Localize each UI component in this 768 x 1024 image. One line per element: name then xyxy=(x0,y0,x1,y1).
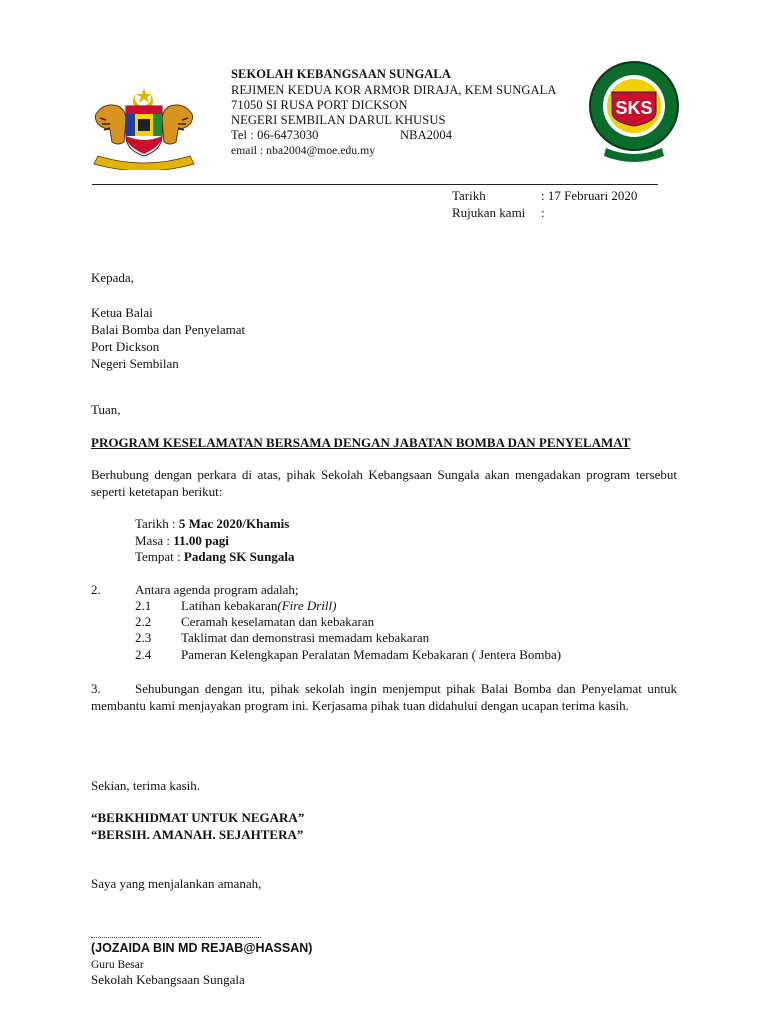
reference-label: Rujukan kami xyxy=(452,205,526,220)
agenda-item-italic: (Fire Drill) xyxy=(277,598,337,613)
detail-label: Masa : xyxy=(135,532,171,548)
agenda-item-text: Latihan kebakaran xyxy=(181,598,278,613)
detail-label: Tarikh : xyxy=(135,516,176,531)
date-value: : 17 Februari 2020 xyxy=(541,188,638,203)
letterhead-divider xyxy=(92,184,658,185)
address-line-3: NEGERI SEMBILAN DARUL KHUSUS xyxy=(231,113,446,127)
date-label: Tarikh xyxy=(452,188,486,203)
school-badge-logo xyxy=(586,56,682,166)
agenda-item-number: 2.3 xyxy=(135,630,152,645)
signatory-title: Guru Besar xyxy=(91,959,144,971)
address-line-1: REJIMEN KEDUA KOR ARMOR DIRAJA, KEM SUNGALA xyxy=(231,83,557,97)
malaysia-coat-of-arms-logo xyxy=(88,84,200,170)
school-name: SEKOLAH KEBANGSAAN SUNGALA xyxy=(231,67,452,81)
recipient-line: Ketua Balai xyxy=(91,305,153,320)
closing-thanks: Sekian, terima kasih. xyxy=(91,778,201,793)
motto-line-2: “BERSIH. AMANAH. SEJAHTERA” xyxy=(91,827,304,842)
reference-value: : xyxy=(541,205,545,220)
recipient-line: Port Dickson xyxy=(91,339,160,354)
motto-line-1: “BERKHIDMAT UNTUK NEGARA” xyxy=(91,810,305,825)
detail-value: Padang SK Sungala xyxy=(183,549,295,564)
detail-value: 5 Mac 2020/Khamis xyxy=(178,516,290,531)
agenda-item xyxy=(181,598,336,614)
to-label: Kepada, xyxy=(91,270,134,285)
agenda-item-number: 2.4 xyxy=(135,647,152,662)
address-line-2: 71050 SI RUSA PORT DICKSON xyxy=(231,98,408,112)
agenda-item-text: Taklimat dan demonstrasi memadam kebakaran xyxy=(181,630,430,645)
recipient-line: Balai Bomba dan Penyelamat xyxy=(91,322,246,337)
recipient-line: Negeri Sembilan xyxy=(91,356,179,371)
agenda-item-text: Ceramah keselamatan dan kebakaran xyxy=(181,614,375,629)
email: email : nba2004@moe.edu.my xyxy=(231,145,376,157)
detail-row xyxy=(135,549,294,566)
signatory-name: (JOZAIDA BIN MD REJAB@HASSAN) xyxy=(91,941,313,955)
agenda-item-number: 2.1 xyxy=(135,598,152,613)
detail-label: Tempat : xyxy=(135,549,181,564)
school-code: NBA2004 xyxy=(400,128,453,142)
agenda-item-number: 2.2 xyxy=(135,614,152,629)
detail-value: 11.00 pagi xyxy=(173,532,229,548)
paragraph-number: 3. xyxy=(91,681,101,696)
detail-row xyxy=(135,516,294,533)
telephone: Tel : 06-6473030 xyxy=(231,128,319,142)
trust-line: Saya yang menjalankan amanah, xyxy=(91,876,262,891)
signature-dotted-line xyxy=(91,937,261,938)
paragraph-text: Sehubungan dengan itu, pihak sekolah ingin menjemput pihak Balai Bomba dan Penyelamat untuk membantu kami menjayakan program ini. Kerjasama pihak tuan didahului dengan ucapan terima kasih. xyxy=(91,681,677,713)
recipient-address xyxy=(91,304,245,372)
letter-subject: PROGRAM KESELAMATAN BERSAMA DENGAN JABATAN BOMBA DAN PENYELAMAT xyxy=(91,435,631,450)
detail-row xyxy=(135,533,294,550)
invitation-paragraph xyxy=(91,680,677,714)
program-details xyxy=(135,516,294,566)
signatory-organization: Sekolah Kebangsaan Sungala xyxy=(91,972,245,987)
agenda-item-text: Pameran Kelengkapan Peralatan Memadam Kebakaran ( Jentera Bomba) xyxy=(181,647,562,662)
greeting: Tuan, xyxy=(91,402,121,417)
intro-paragraph: Berhubung dengan perkara di atas, pihak Sekolah Kebangsaan Sungala akan mengadakan program tersebut seperti ketetapan berikut: xyxy=(91,467,677,499)
agenda-number: 2. xyxy=(91,582,101,597)
badge-sks-text: SKS xyxy=(615,98,653,118)
agenda-heading: Antara agenda program adalah; xyxy=(135,582,299,597)
